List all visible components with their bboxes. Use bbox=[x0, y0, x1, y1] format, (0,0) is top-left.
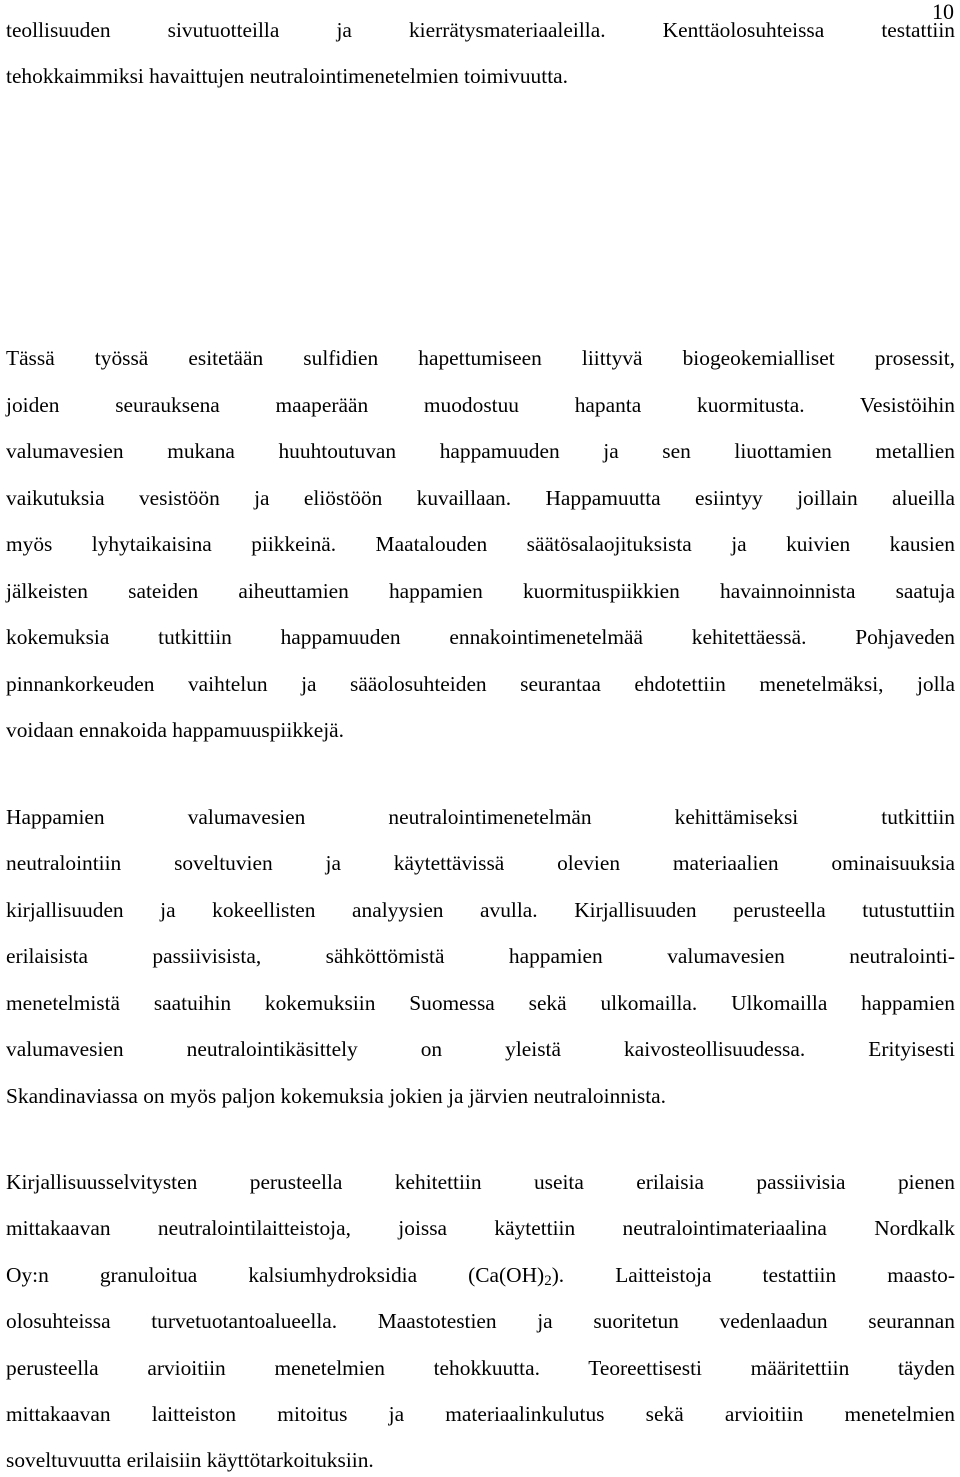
text-line: Skandinaviassa on myös paljon kokemuksia jokien ja järvien neutraloinnista. bbox=[6, 1084, 667, 1108]
text-line: Tässä työssä esitetään sulfidien hapettumiseen liittyvä biogeokemialliset prosessit, bbox=[6, 346, 955, 370]
text-line: myös lyhytaikaisina piikkeinä. Maatalouden säätösalaojituksista ja kuivien kausien bbox=[6, 532, 955, 556]
text-line: mittakaavan neutralointilaitteistoja, joissa käytettiin neutralointimateriaalina Nordkalk bbox=[6, 1216, 955, 1240]
text-line: mittakaavan laitteiston mitoitus ja materiaalinkulutus sekä arvioitiin menetelmien bbox=[6, 1402, 955, 1426]
text-line: menetelmistä saatuihin kokemuksiin Suomessa sekä ulkomailla. Ulkomailla happamien bbox=[6, 991, 955, 1015]
text-line: soveltuvuutta erilaisiin käyttötarkoituksiin. bbox=[6, 1448, 374, 1472]
text-line: vaikutuksia vesistöön ja eliöstöön kuvaillaan. Happamuutta esiintyy joillain alueilla bbox=[6, 486, 955, 510]
text-line: neutralointiin soveltuvien ja käytettävissä olevien materiaalien ominaisuuksia bbox=[6, 851, 955, 875]
text-line-chemical-formula bbox=[6, 1261, 955, 1289]
text-line: perusteella arvioitiin menetelmien tehokkuutta. Teoreettisesti määritettiin täyden bbox=[6, 1356, 955, 1380]
text-line: pinnankorkeuden vaihtelun ja sääolosuhteiden seurantaa ehdotettiin menetelmäksi, jolla bbox=[6, 672, 955, 696]
text-line: Kirjallisuusselvitysten perusteella kehitettiin useita erilaisia passiivisia pienen bbox=[6, 1170, 955, 1194]
text-segment: Oy:n granuloitua kalsiumhydroksidia (Ca(OH) bbox=[6, 1263, 545, 1287]
text-line: erilaisista passiivisista, sähköttömistä happamien valumavesien neutralointi- bbox=[6, 944, 955, 968]
text-line: voidaan ennakoida happamuuspiikkejä. bbox=[6, 718, 344, 742]
text-line: teollisuuden sivutuotteilla ja kierrätysmateriaaleilla. Kenttäolosuhteissa testattiin bbox=[6, 18, 955, 42]
text-line: jälkeisten sateiden aiheuttamien happamien kuormituspiikkien havainnoinnista saatuja bbox=[6, 579, 955, 603]
text-segment: ). Laitteistoja testattiin maasto- bbox=[551, 1263, 955, 1287]
text-line: kokemuksia tutkittiin happamuuden ennakointimenetelmää kehitettäessä. Pohjaveden bbox=[6, 625, 955, 649]
text-line: joiden seurauksena maaperään muodostuu hapanta kuormitusta. Vesistöihin bbox=[6, 393, 955, 417]
text-line: Happamien valumavesien neutralointimenetelmän kehittämiseksi tutkittiin bbox=[6, 805, 955, 829]
text-line: valumavesien mukana huuhtoutuvan happamuuden ja sen liuottamien metallien bbox=[6, 439, 955, 463]
text-line: kirjallisuuden ja kokeellisten analyysien avulla. Kirjallisuuden perusteella tutustuttiin bbox=[6, 898, 955, 922]
page-number: 10 bbox=[932, 0, 954, 24]
text-line: valumavesien neutralointikäsittely on yleistä kaivosteollisuudessa. Erityisesti bbox=[6, 1037, 955, 1061]
text-line: tehokkaimmiksi havaittujen neutralointimenetelmien toimivuutta. bbox=[6, 64, 568, 88]
subscript: 2 bbox=[544, 1273, 552, 1289]
text-line: olosuhteissa turvetuotantoalueella. Maastotestien ja suoritetun vedenlaadun seurannan bbox=[6, 1309, 955, 1333]
